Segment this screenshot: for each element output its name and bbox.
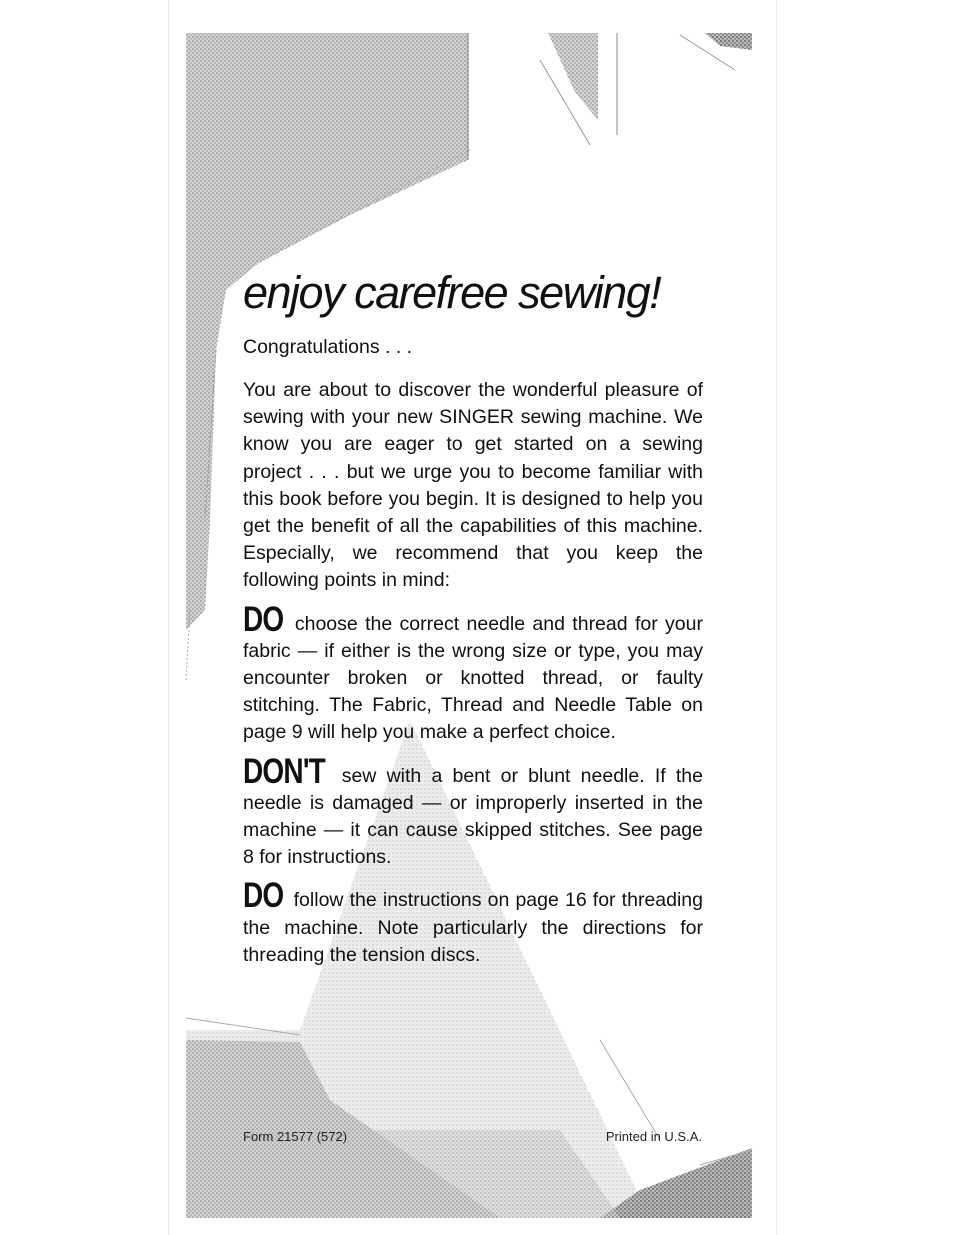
page-edge-left [168, 0, 169, 1235]
decor-line [600, 1040, 660, 1140]
rule-keyword: DO [243, 599, 284, 639]
form-number: Form 21577 (572) [243, 1129, 348, 1144]
halftone-top-right [705, 33, 752, 50]
halftone-top-stripe [548, 33, 598, 120]
intro-paragraph: You are about to discover the wonderful pleasure of sewing with your new SINGER sewing machine. We know you are eager to get started on a sewing project . . . but we urge you to become familiar with this book before you begin. It is designed to help you get the benefit of all the capabilities of this machine. Especially, we recommend that you keep the following points in mind: [243, 379, 703, 592]
rule-text: sew with a bent or blunt needle. If the needle is damaged — or improperly inserted in the machine — it can cause skipped stitches. See page 8 for instructions. [243, 764, 703, 869]
greeting: Congratulations . . . [243, 336, 413, 358]
printed-in: Printed in U.S.A. [605, 1129, 702, 1144]
rule-keyword: DON'T [243, 751, 325, 791]
rule-do-needle [243, 599, 703, 747]
page-title: enjoy carefree sewing! [243, 267, 661, 318]
rule-text: follow the instructions on page 16 for threading the machine. Note particularly the directions for threading the tension discs. [243, 889, 703, 966]
booklet-content [243, 265, 703, 969]
rule-dont-bent-needle [243, 751, 703, 872]
rule-keyword: DO [243, 876, 284, 916]
page-edge-right [776, 0, 777, 1235]
rule-do-threading [243, 876, 703, 969]
rule-text: choose the correct needle and thread for your fabric — if either is the wrong size or type, you may encounter broken or knotted thread, or faulty stitching. The Fabric, Thread and Needle Table on page 9 will help you make a perfect choice. [243, 612, 703, 744]
